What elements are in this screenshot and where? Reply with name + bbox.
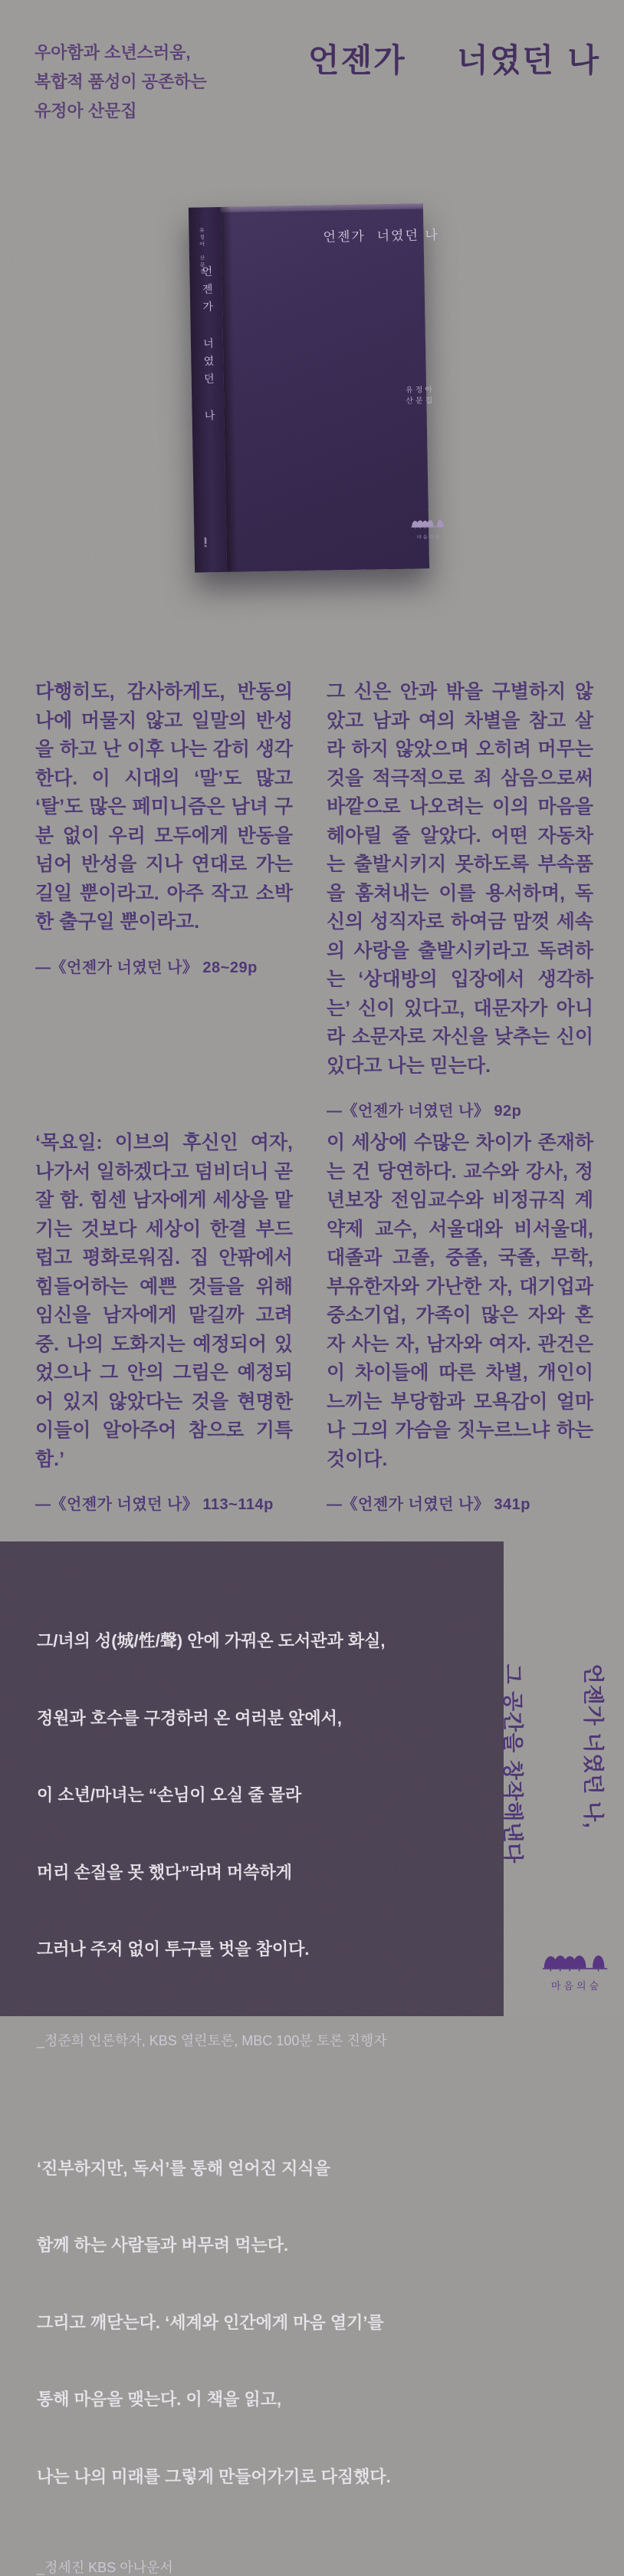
cover-author: [399, 385, 442, 407]
publisher-logo: [407, 519, 450, 541]
quote-source: —《언젠가 너였던 나》 113~114p: [35, 1495, 293, 1514]
tagline-line: 유정아 산문집: [34, 97, 207, 126]
testimonial-line: 함께 하는 사람들과 버무려 먹는다.: [37, 2232, 473, 2259]
quote-text: 이 세상에 수많은 차이가 존재하는 건 당연하다. 교수와 강사, 정년보장 전임교수와 비정규직 계약제 교수, 서울대와 비서울대, 대졸과 고졸, 중졸, 국졸, 무학, 부유한자와 가난한 자, 대기업과 중소기업, 가족이 많은 자와 혼자 사는 자, 남자와 여자. 관건은 이 차이들에 따른 차별, 개인이 느끼는 부당함과 모욕감이 얼마나 그의 가슴을 짓누르느냐 하는 것이다.: [327, 1129, 593, 1474]
tagline-line: 복합적 품성이 공존하는: [34, 67, 207, 97]
quote-text: 다행히도, 감사하게도, 반동의 나에 머물지 않고 일말의 반성을 하고 난 이후 나는 감히 생각한다. 이 시대의 ‘말’도 많고 ‘탈’도 많은 페미니즘은 남녀 구분 없이 우리 모두에게 반동을 넘어 반성을 지나 연대로 가는 길일 뿐이라고. 아주 작고 소박한 출구일 뿐이라고.: [35, 678, 293, 937]
trees-icon: [541, 1954, 612, 1973]
testimonial-line: 그리고 깨닫는다. ‘세계와 인간에게 마음 열기’를: [37, 2310, 473, 2336]
testimonial-line: 나는 나의 미래를 그렇게 만들어가기로 다짐했다.: [37, 2464, 473, 2490]
tagline-line: 우아함과 소년스러움,: [34, 38, 207, 67]
book-cover-photo: [189, 203, 429, 572]
testimonial-line: 그러나 주저 없이 투구를 벗을 참이다.: [37, 1936, 473, 1962]
quote-2: [327, 678, 593, 1120]
trees-icon: [204, 537, 207, 548]
spine-author-text: 유정아 산문집: [197, 227, 205, 275]
testimonial-line: 머리 손질을 못 했다”라며 머쓱하게: [37, 1860, 473, 1886]
testimonial-line: ‘진부하지만, 독서’를 통해 얻어진 지식을: [37, 2156, 473, 2182]
tagline: [34, 38, 207, 126]
quote-source: —《언젠가 너였던 나》 92p: [327, 1102, 593, 1120]
publisher-name: 마음의숲: [537, 1978, 616, 1992]
testimonial-line: 그/녀의 성(城/性/聲) 안에 가꿔온 도서관과 화실,: [37, 1628, 473, 1654]
book-front-cover: [221, 203, 429, 572]
trees-icon: [409, 519, 448, 530]
side-catchcopy-line: 언젠가 너였던 나,: [580, 1664, 606, 1879]
testimonial-line: 통해 마음을 맺는다. 이 책을 읽고,: [37, 2387, 473, 2413]
side-catchcopy-line: 그 공간을 창작해낸다: [499, 1664, 526, 1879]
publisher-name: 마음의숲: [407, 533, 450, 541]
testimonial-2-source: _정세진 KBS 아나운서: [37, 2559, 473, 2576]
testimonial-box: [0, 1541, 504, 2016]
testimonial-line: 정원과 호수를 구경하러 온 여러분 앞에서,: [37, 1706, 473, 1732]
testimonial-1: [37, 1577, 473, 2014]
publisher-logo-icon: [200, 537, 214, 548]
quote-text: 그 신은 안과 밖을 구별하지 않았고 남과 여의 차별을 참고 살라 하지 않았으며 오히려 머무는 것을 적극적으로 죄 삼음으로써 바깥으로 나오려는 이의 마음을 헤아릴 줄 알았다. 어떤 자동차는 출발시키지 못하도록 부속품을 훔쳐내는 이를 용서하며, 독신의 성직자로 하여금 맘껏 세속의 사랑을 출발시키라고 독려하는 ‘상대방의 입장에서 생각하는’ 신이 있다고, 대문자가 아니라 소문자로 자신을 낮추는 신이 있다고 나는 믿는다.: [327, 678, 593, 1081]
quote-4: [327, 1129, 593, 1514]
quote-1: [35, 678, 293, 977]
page-title: 언젠가 너였던 나: [308, 41, 600, 80]
spine-title: 언젠가 너였던 나: [199, 265, 217, 427]
testimonial-2: [37, 2104, 473, 2541]
quote-text: ‘목요일: 이브의 후신인 여자, 나가서 일하겠다고 덤비더니 곧잘 함. 힘센 남자에게 세상을 맡기는 것보다 세상이 한결 부드럽고 평화로워짐. 집 안팎에서 힘들어하는 예쁜 것들을 위해 임신을 남자에게 맡길까 고려 중. 나의 도화지는 예정되어 있었으나 그 안의 그림은 예정되어 있지 않았다는 것을 현명한 이들이 알아주어 참으로 기특함.’: [35, 1129, 293, 1474]
cover-author-sub: 산문집: [399, 396, 442, 407]
quote-source: —《언젠가 너였던 나》 28~29p: [35, 959, 293, 977]
quote-source: —《언젠가 너였던 나》 341p: [327, 1495, 593, 1514]
cover-author-name: 유정아: [399, 385, 442, 396]
testimonial-line: 이 소년/마녀는 “손님이 오실 줄 몰라: [37, 1782, 473, 1808]
side-catchcopy: [472, 1664, 624, 1879]
quote-3: [35, 1129, 293, 1514]
cover-title: 언젠가 너였던 나: [323, 224, 439, 245]
testimonial-1-source: _정준희 언론학자, KBS 열린토론, MBC 100분 토론 진행자: [37, 2032, 473, 2049]
publisher-logo: [537, 1954, 616, 1992]
